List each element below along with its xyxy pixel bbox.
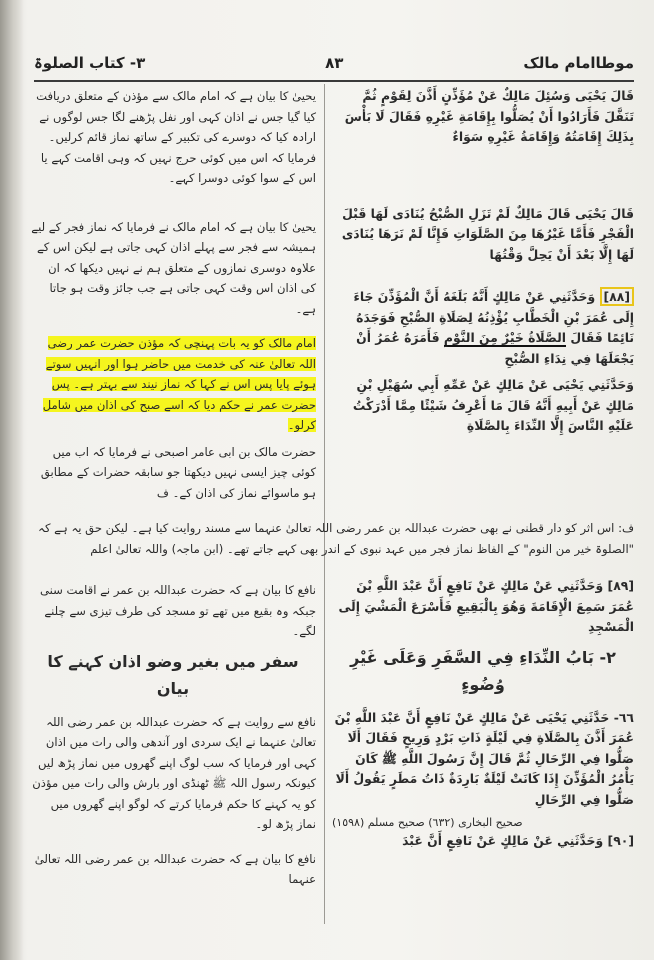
urdu-paragraph: نافع کا بیان ہے کہ حضرت عبداللہ بن عمر رضی اللہ تعالیٰ عنہما	[34, 851, 316, 886]
hadith-number-box: [٨٨]	[600, 287, 634, 306]
arabic-paragraph: قَالَ يَحْيَى وَسُئِلَ مَالِكٌ عَنْ مُؤَذِّنٍ أَذَّنَ لِقَوْمٍ ثُمَّ تَنَفَّلَ فَأَرَادُوا أَنْ يُصَلُّوا بِإِقَامَةِ غَيْرِهِ فَقَالَ لَا بَأْسَ بِذَلِكَ إِقَامَتُهُ وَإِقَامَةُ غَيْرِهِ سَوَاءٌ	[344, 88, 634, 144]
header-book-title: موطاامام مالک	[523, 54, 634, 72]
header-page-number: ٨٣	[325, 54, 344, 72]
urdu-paragraph: حضرت مالک بن ابی عامر اصبحی نے فرمایا کہ اب میں کوئی چیز ایسی نہیں دیکھتا جو سابقہ حضرات کے مطابق ہو ماسوائے نماز کی اذان کے۔ ف	[40, 444, 316, 500]
urdu-paragraph: نافع سے روایت ہے کہ حضرت عبداللہ بن عمر رضی اللہ تعالیٰ عنہما نے ایک سردی اور آندھی والی رات میں اذان کہی اور فرمایا کہ سب لوگ اپنے گھروں میں نماز پڑھ لیں کیونکہ رسول اللہ ﷺ ٹھنڈی اور بارش والی رات میں مؤذن کو یہ کہنے کا حکم فرمایا کرتے کہ لوگو اپنے گھروں میں نماز پڑھ لو۔	[32, 714, 316, 831]
binding-shadow	[0, 0, 24, 960]
arabic-hadith-90	[332, 831, 634, 852]
hadith-text-end: فَأَمَرَهُ عُمَرُ أَنْ يَجْعَلَهَا فِي نِدَاءِ الصُّبْحِ	[356, 330, 634, 366]
arabic-paragraph: وَحَدَّثَنِي يَحْيَى عَنْ مَالِكٍ عَنْ عَمِّهِ أَبِي سُهَيْلِ بْنِ مَالِكٍ عَنْ أَبِيهِ أَنَّهُ قَالَ مَا أَعْرِفُ شَيْئًا مِمَّا أَدْرَكْتُ عَلَيْهِ النَّاسَ إِلَّا النِّدَاءَ بِالصَّلَاةِ	[352, 377, 634, 433]
arabic-hadith-88	[332, 287, 634, 369]
urdu-column-top	[30, 86, 316, 509]
underlined-phrase: الصَّلَاةُ خَيْرٌ مِنَ النَّوْمِ	[443, 330, 566, 345]
section-heading-urdu: سفر میں بغیر وضو اذان کہنے کا بیان	[47, 651, 299, 698]
hadith-text: وَحَدَّثَنِي عَنْ مَالِكٍ عَنْ نَافِعٍ أَنَّ عَبْدَ اللَّهِ بْنَ عُمَرَ سَمِعَ الْإِقَامَةَ وَهُوَ بِالْبَقِيعِ فَأَسْرَعَ الْمَشْيَ إِلَى الْمَسْجِدِ	[338, 578, 634, 634]
hadith-text: وَحَدَّثَنِي عَنْ مَالِكٍ عَنْ نَافِعٍ أَنَّ عَبْدَ	[402, 833, 604, 848]
urdu-paragraph: نافع کا بیان ہے کہ حضرت عبداللہ بن عمر نے اقامت سنی جبکہ وہ بقیع میں تھے تو مسجد کی طرف تیزی سے چلنے لگے۔	[39, 583, 316, 638]
hadith-number: [٩٠]	[607, 833, 634, 848]
arabic-column-top	[332, 86, 634, 443]
hadith-text: وَحَدَّثَنِي عَنْ مَالِكٍ أَنَّهُ بَلَغَهُ أَنَّ الْمُؤَذِّنَ جَاءَ إِلَى عُمَرَ بْنِ الْخَطَّابِ يُؤْذِنُهُ لِصَلَاةِ الصُّبْحِ فَوَجَدَهُ نَائِمًا فَقَالَ	[353, 289, 634, 345]
hadith-number: ٦٦-	[613, 709, 634, 725]
footnote-wide: ف: اس اثر کو دار قطنی نے بھی حضرت عبداللہ بن عمر رضی اللہ تعالیٰ عنہما سے مسند روایت کیا ہے۔ لیکن حق یہ ہے کہ "الصلوۃ خیر من النوم" کے الفاظ نماز فجر میں عہد نبوی کے اندر بھی کہے جاتے تھے۔ (ابن ماجہ) واللہ تعالیٰ اعلم	[38, 521, 634, 556]
hadith-reference: صحیح البخاری (٦٣٢) صحیح مسلم (١٥٩٨)	[332, 816, 523, 829]
header-chapter-title: ٣- کتاب الصلوۃ	[34, 54, 146, 72]
urdu-column-bottom	[30, 580, 316, 896]
section-heading-arabic: ٢- بَابُ النِّدَاءِ فِي السَّفَرِ وَعَلَى غَيْرِ وُضُوءٍ	[350, 647, 616, 694]
column-divider	[324, 84, 325, 924]
urdu-paragraph: یحییٰ کا بیان ہے کہ امام مالک سے مؤذن کے متعلق دریافت کیا گیا جس نے اذان کہی اور نفل پڑھنے لگا جس لوگوں نے ارادہ کیا کہ دوسرے کی تکبیر کے ساتھ نماز قائم کرلیں۔ فرمایا کہ اس میں کوئی حرج نہیں کہ وہی اقامت کہے یا اس کے سوا کوئی دوسرا کہے۔	[36, 89, 316, 185]
arabic-column-bottom	[332, 576, 634, 858]
arabic-paragraph: قَالَ يَحْيَى قَالَ مَالِكٌ لَمْ تَزَلِ الصُّبْحُ يُنَادَى لَهَا قَبْلَ الْفَجْرِ فَأَمَّا غَيْرُهَا مِنَ الصَّلَوَاتِ فَإِنَّا لَمْ نَرَهَا يُنَادَى لَهَا إِلَّا بَعْدَ أَنْ يَحِلَّ وَقْتُهَا	[341, 205, 634, 262]
arabic-hadith-66	[332, 708, 634, 811]
page-header	[34, 48, 634, 78]
arabic-hadith-89	[332, 576, 634, 638]
highlight-span: امام مالک کو یہ بات پہنچی کہ مؤذن حضرت عمر رضی اللہ تعالیٰ عنہ کی خدمت میں حاضر ہوا اور انہیں سوتے ہوئے پایا پس اس نے کہا کہ نماز نیند سے بہتر ہے۔ پس حضرت عمر نے حکم دیا کہ اسے صبح کی اذان میں شامل کرلو۔	[42, 336, 316, 432]
urdu-paragraph-highlighted	[30, 333, 316, 436]
hadith-text: حَدَّثَنِي يَحْيَى عَنْ مَالِكٍ عَنْ نَافِعٍ أَنَّ عَبْدَ اللَّهِ بْنَ عُمَرَ أَذَّنَ بِالصَّلَاةِ فِي لَيْلَةٍ ذَاتِ بَرْدٍ وَرِيحٍ فَقَالَ أَلَا صَلُّوا فِي الرِّحَالِ ثُمَّ قَالَ إِنَّ رَسُولَ اللَّهِ ﷺ كَانَ يَأْمُرُ الْمُؤَذِّنَ إِذَا كَانَتْ لَيْلَةٌ بَارِدَةٌ ذَاتُ مَطَرٍ يَقُولُ أَلَا صَلُّوا فِي الرِّحَالِ	[334, 709, 634, 807]
hadith-number: [٨٩]	[607, 578, 634, 593]
urdu-paragraph: یحییٰ کا بیان ہے کہ امام مالک نے فرمایا کہ نماز فجر کے لیے ہمیشہ سے فجر سے پہلے اذان کہی جاتی ہے لیکن اس کے علاوہ دوسری نمازوں کے متعلق ہم نے نہیں دیکھا کہ ان کی اذان اس وقت کہی جاتی ہے جب جائز وقت ہو جاتا ہے۔	[31, 219, 316, 316]
header-rule	[34, 80, 634, 82]
